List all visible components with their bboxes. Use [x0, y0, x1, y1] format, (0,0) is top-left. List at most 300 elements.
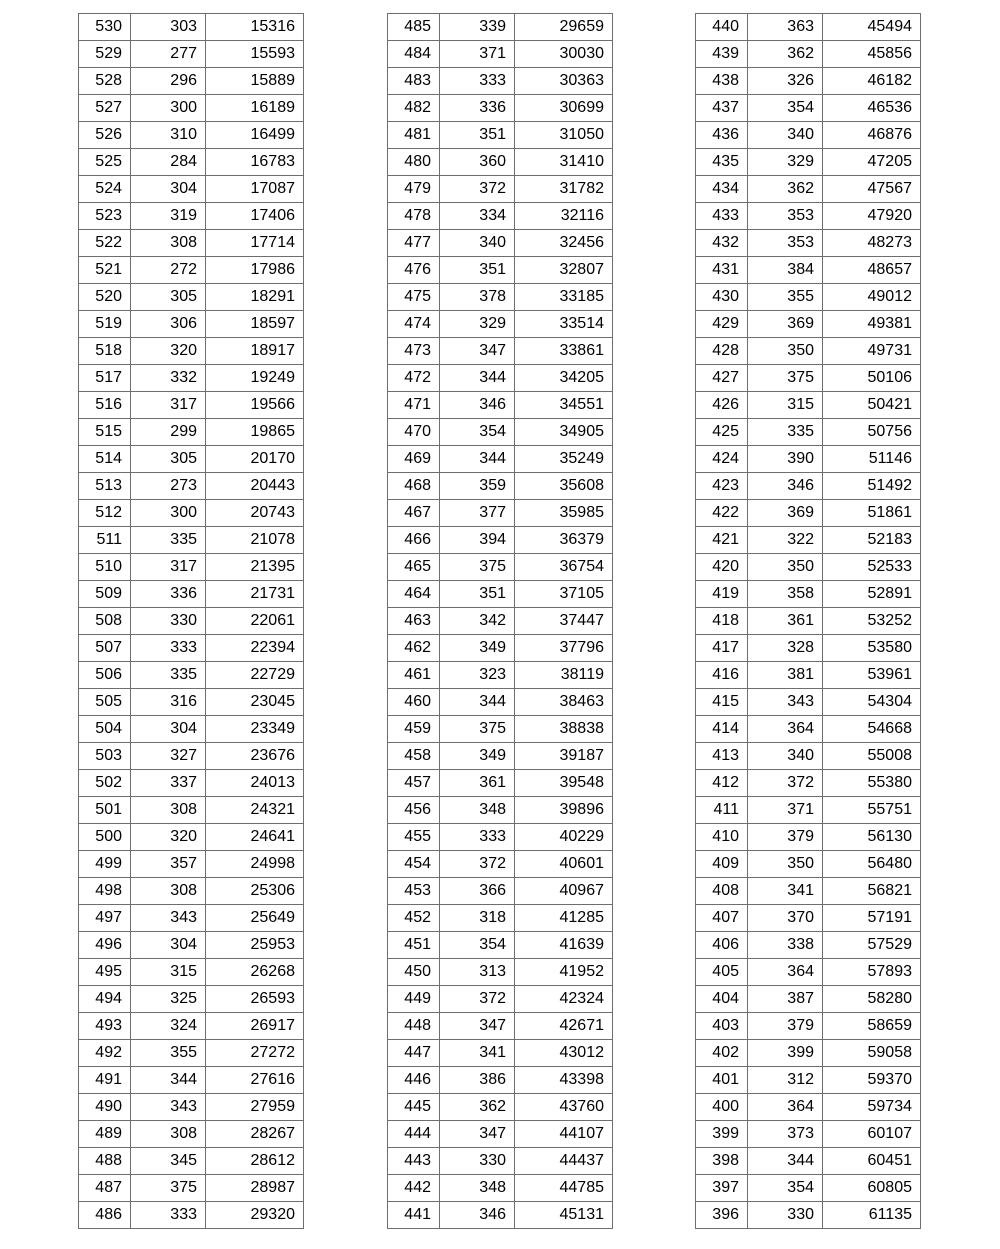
table-row — [696, 392, 921, 419]
cumulative-cell: 30030 — [515, 41, 613, 68]
table-row — [79, 338, 304, 365]
score-cell: 406 — [696, 932, 748, 959]
cumulative-cell: 28612 — [206, 1148, 304, 1175]
cumulative-cell: 21078 — [206, 527, 304, 554]
score-cell: 461 — [388, 662, 440, 689]
count-cell: 354 — [440, 932, 515, 959]
table-row — [79, 284, 304, 311]
score-cell: 439 — [696, 41, 748, 68]
table-row — [696, 14, 921, 41]
score-cell: 529 — [79, 41, 131, 68]
score-cell: 502 — [79, 770, 131, 797]
score-cell: 434 — [696, 176, 748, 203]
score-cell: 431 — [696, 257, 748, 284]
count-cell: 340 — [748, 122, 823, 149]
count-cell: 371 — [748, 797, 823, 824]
table-row — [388, 986, 613, 1013]
count-cell: 308 — [131, 878, 206, 905]
cumulative-cell: 60451 — [823, 1148, 921, 1175]
count-cell: 329 — [748, 149, 823, 176]
count-cell: 337 — [131, 770, 206, 797]
score-cell: 449 — [388, 986, 440, 1013]
count-cell: 344 — [440, 365, 515, 392]
cumulative-cell: 21395 — [206, 554, 304, 581]
table-row — [388, 122, 613, 149]
count-cell: 371 — [440, 41, 515, 68]
score-cell: 501 — [79, 797, 131, 824]
score-cell: 447 — [388, 1040, 440, 1067]
score-cell: 458 — [388, 743, 440, 770]
cumulative-cell: 27959 — [206, 1094, 304, 1121]
score-cell: 525 — [79, 149, 131, 176]
table-row — [696, 986, 921, 1013]
count-cell: 323 — [440, 662, 515, 689]
count-cell: 361 — [748, 608, 823, 635]
count-cell: 375 — [440, 716, 515, 743]
count-cell: 328 — [748, 635, 823, 662]
table-row — [79, 824, 304, 851]
count-cell: 330 — [131, 608, 206, 635]
count-cell: 372 — [440, 851, 515, 878]
cumulative-cell: 34905 — [515, 419, 613, 446]
cumulative-cell: 56130 — [823, 824, 921, 851]
table-row — [388, 149, 613, 176]
count-cell: 370 — [748, 905, 823, 932]
score-cell: 400 — [696, 1094, 748, 1121]
count-cell: 334 — [440, 203, 515, 230]
score-cell: 415 — [696, 689, 748, 716]
score-cell: 476 — [388, 257, 440, 284]
count-cell: 308 — [131, 1121, 206, 1148]
count-cell: 344 — [131, 1067, 206, 1094]
score-cell: 464 — [388, 581, 440, 608]
table-row — [388, 581, 613, 608]
score-cell: 420 — [696, 554, 748, 581]
table-row — [696, 770, 921, 797]
count-cell: 372 — [440, 176, 515, 203]
count-cell: 362 — [748, 176, 823, 203]
count-cell: 346 — [440, 1202, 515, 1229]
cumulative-cell: 30363 — [515, 68, 613, 95]
table-row — [388, 1067, 613, 1094]
table-row — [696, 1202, 921, 1229]
table-row — [79, 1067, 304, 1094]
count-cell: 273 — [131, 473, 206, 500]
cumulative-cell: 46876 — [823, 122, 921, 149]
count-cell: 296 — [131, 68, 206, 95]
count-cell: 329 — [440, 311, 515, 338]
score-cell: 486 — [79, 1202, 131, 1229]
cumulative-cell: 53961 — [823, 662, 921, 689]
table-row — [79, 527, 304, 554]
score-cell: 467 — [388, 500, 440, 527]
count-cell: 354 — [440, 419, 515, 446]
count-cell: 339 — [440, 14, 515, 41]
score-cell: 492 — [79, 1040, 131, 1067]
count-cell: 350 — [748, 554, 823, 581]
cumulative-cell: 36754 — [515, 554, 613, 581]
table-row — [696, 824, 921, 851]
cumulative-cell: 48273 — [823, 230, 921, 257]
cumulative-cell: 19249 — [206, 365, 304, 392]
table-row — [388, 311, 613, 338]
cumulative-cell: 35985 — [515, 500, 613, 527]
count-cell: 351 — [440, 122, 515, 149]
table-row — [79, 581, 304, 608]
score-cell: 487 — [79, 1175, 131, 1202]
count-cell: 394 — [440, 527, 515, 554]
cumulative-cell: 47567 — [823, 176, 921, 203]
table-row — [79, 689, 304, 716]
table-row — [696, 527, 921, 554]
count-cell: 348 — [440, 797, 515, 824]
score-cell: 522 — [79, 230, 131, 257]
score-cell: 506 — [79, 662, 131, 689]
score-cell: 463 — [388, 608, 440, 635]
cumulative-cell: 51146 — [823, 446, 921, 473]
score-cell: 437 — [696, 95, 748, 122]
cumulative-cell: 54668 — [823, 716, 921, 743]
count-cell: 306 — [131, 311, 206, 338]
table-row — [696, 68, 921, 95]
score-cell: 446 — [388, 1067, 440, 1094]
score-cell: 409 — [696, 851, 748, 878]
cumulative-cell: 26593 — [206, 986, 304, 1013]
table-row — [388, 203, 613, 230]
count-cell: 330 — [440, 1148, 515, 1175]
cumulative-cell: 57191 — [823, 905, 921, 932]
count-cell: 344 — [748, 1148, 823, 1175]
count-cell: 369 — [748, 311, 823, 338]
table-row — [696, 1148, 921, 1175]
count-cell: 377 — [440, 500, 515, 527]
count-cell: 362 — [440, 1094, 515, 1121]
table-row — [696, 743, 921, 770]
score-cell: 399 — [696, 1121, 748, 1148]
table-row — [388, 419, 613, 446]
cumulative-cell: 37796 — [515, 635, 613, 662]
count-cell: 354 — [748, 1175, 823, 1202]
score-cell: 515 — [79, 419, 131, 446]
table-row — [388, 392, 613, 419]
score-cell: 414 — [696, 716, 748, 743]
cumulative-cell: 15593 — [206, 41, 304, 68]
count-cell: 319 — [131, 203, 206, 230]
count-cell: 317 — [131, 392, 206, 419]
table-row — [79, 95, 304, 122]
score-cell: 421 — [696, 527, 748, 554]
table-row — [388, 608, 613, 635]
table-row — [79, 1121, 304, 1148]
table-row — [696, 230, 921, 257]
count-cell: 362 — [748, 41, 823, 68]
count-cell: 373 — [748, 1121, 823, 1148]
cumulative-cell: 22061 — [206, 608, 304, 635]
table-row — [79, 392, 304, 419]
score-cell: 455 — [388, 824, 440, 851]
score-cell: 454 — [388, 851, 440, 878]
table-row — [696, 1040, 921, 1067]
count-cell: 351 — [440, 581, 515, 608]
table-row — [79, 878, 304, 905]
table-row — [79, 122, 304, 149]
score-cell: 483 — [388, 68, 440, 95]
table-row — [696, 959, 921, 986]
table-row — [696, 41, 921, 68]
table-row — [388, 176, 613, 203]
score-cell: 514 — [79, 446, 131, 473]
count-cell: 335 — [131, 662, 206, 689]
table-row — [388, 1148, 613, 1175]
table-row — [79, 203, 304, 230]
cumulative-cell: 57893 — [823, 959, 921, 986]
count-cell: 341 — [748, 878, 823, 905]
table-row — [79, 176, 304, 203]
cumulative-cell: 18917 — [206, 338, 304, 365]
table-row — [388, 770, 613, 797]
score-cell: 526 — [79, 122, 131, 149]
cumulative-cell: 25306 — [206, 878, 304, 905]
cumulative-cell: 51492 — [823, 473, 921, 500]
cumulative-cell: 20443 — [206, 473, 304, 500]
score-cell: 496 — [79, 932, 131, 959]
cumulative-cell: 41285 — [515, 905, 613, 932]
table-row — [696, 1013, 921, 1040]
table-row — [79, 1013, 304, 1040]
count-cell: 304 — [131, 932, 206, 959]
score-cell: 475 — [388, 284, 440, 311]
score-cell: 424 — [696, 446, 748, 473]
table-row — [388, 554, 613, 581]
table-row — [696, 311, 921, 338]
table-row — [79, 311, 304, 338]
cumulative-cell: 24998 — [206, 851, 304, 878]
score-cell: 407 — [696, 905, 748, 932]
cumulative-cell: 26917 — [206, 1013, 304, 1040]
cumulative-cell: 28267 — [206, 1121, 304, 1148]
count-cell: 341 — [440, 1040, 515, 1067]
score-cell: 469 — [388, 446, 440, 473]
score-cell: 524 — [79, 176, 131, 203]
table-row — [388, 878, 613, 905]
cumulative-cell: 34205 — [515, 365, 613, 392]
cumulative-cell: 33185 — [515, 284, 613, 311]
count-cell: 315 — [131, 959, 206, 986]
count-cell: 372 — [748, 770, 823, 797]
cumulative-cell: 44785 — [515, 1175, 613, 1202]
score-cell: 503 — [79, 743, 131, 770]
table-row — [79, 365, 304, 392]
table-row — [696, 446, 921, 473]
cumulative-cell: 16499 — [206, 122, 304, 149]
score-cell: 472 — [388, 365, 440, 392]
cumulative-cell: 26268 — [206, 959, 304, 986]
count-cell: 300 — [131, 500, 206, 527]
cumulative-cell: 59370 — [823, 1067, 921, 1094]
count-cell: 330 — [748, 1202, 823, 1229]
table-row — [696, 500, 921, 527]
cumulative-cell: 58659 — [823, 1013, 921, 1040]
score-cell: 417 — [696, 635, 748, 662]
cumulative-cell: 35608 — [515, 473, 613, 500]
table-row — [388, 446, 613, 473]
score-cell: 413 — [696, 743, 748, 770]
table-row — [388, 257, 613, 284]
cumulative-cell: 25649 — [206, 905, 304, 932]
cumulative-cell: 18597 — [206, 311, 304, 338]
cumulative-cell: 23676 — [206, 743, 304, 770]
table-row — [696, 1121, 921, 1148]
cumulative-cell: 31050 — [515, 122, 613, 149]
cumulative-cell: 37447 — [515, 608, 613, 635]
count-cell: 384 — [748, 257, 823, 284]
count-cell: 375 — [131, 1175, 206, 1202]
count-cell: 340 — [440, 230, 515, 257]
score-cell: 448 — [388, 1013, 440, 1040]
score-cell: 511 — [79, 527, 131, 554]
cumulative-cell: 39187 — [515, 743, 613, 770]
table-row — [388, 851, 613, 878]
cumulative-cell: 32456 — [515, 230, 613, 257]
count-cell: 336 — [131, 581, 206, 608]
count-cell: 320 — [131, 338, 206, 365]
count-cell: 324 — [131, 1013, 206, 1040]
count-cell: 386 — [440, 1067, 515, 1094]
score-cell: 507 — [79, 635, 131, 662]
count-cell: 357 — [131, 851, 206, 878]
score-cell: 498 — [79, 878, 131, 905]
cumulative-cell: 48657 — [823, 257, 921, 284]
cumulative-cell: 53580 — [823, 635, 921, 662]
score-cell: 470 — [388, 419, 440, 446]
count-cell: 349 — [440, 743, 515, 770]
table-row — [388, 797, 613, 824]
table-row — [696, 554, 921, 581]
score-table-1 — [78, 13, 304, 1229]
count-cell: 360 — [440, 149, 515, 176]
table-row — [696, 608, 921, 635]
cumulative-cell: 22394 — [206, 635, 304, 662]
table-row — [696, 797, 921, 824]
count-cell: 343 — [131, 1094, 206, 1121]
score-cell: 405 — [696, 959, 748, 986]
cumulative-cell: 33514 — [515, 311, 613, 338]
cumulative-cell: 40229 — [515, 824, 613, 851]
cumulative-cell: 29659 — [515, 14, 613, 41]
score-cell: 403 — [696, 1013, 748, 1040]
count-cell: 379 — [748, 1013, 823, 1040]
cumulative-cell: 55751 — [823, 797, 921, 824]
count-cell: 315 — [748, 392, 823, 419]
score-cell: 401 — [696, 1067, 748, 1094]
count-cell: 342 — [440, 608, 515, 635]
score-cell: 485 — [388, 14, 440, 41]
cumulative-cell: 44437 — [515, 1148, 613, 1175]
table-row — [79, 500, 304, 527]
cumulative-cell: 24321 — [206, 797, 304, 824]
table-row — [79, 851, 304, 878]
cumulative-cell: 51861 — [823, 500, 921, 527]
cumulative-cell: 18291 — [206, 284, 304, 311]
table-row — [79, 986, 304, 1013]
cumulative-cell: 45494 — [823, 14, 921, 41]
score-cell: 517 — [79, 365, 131, 392]
count-cell: 322 — [748, 527, 823, 554]
table-row — [696, 473, 921, 500]
count-cell: 364 — [748, 716, 823, 743]
cumulative-cell: 23349 — [206, 716, 304, 743]
table-row — [388, 365, 613, 392]
count-cell: 366 — [440, 878, 515, 905]
cumulative-cell: 32807 — [515, 257, 613, 284]
score-cell: 519 — [79, 311, 131, 338]
count-cell: 345 — [131, 1148, 206, 1175]
cumulative-cell: 17714 — [206, 230, 304, 257]
cumulative-cell: 38463 — [515, 689, 613, 716]
cumulative-cell: 46536 — [823, 95, 921, 122]
table-row — [388, 1013, 613, 1040]
score-cell: 494 — [79, 986, 131, 1013]
score-cell: 505 — [79, 689, 131, 716]
count-cell: 346 — [440, 392, 515, 419]
count-cell: 348 — [440, 1175, 515, 1202]
score-cell: 440 — [696, 14, 748, 41]
cumulative-cell: 46182 — [823, 68, 921, 95]
score-cell: 468 — [388, 473, 440, 500]
table-row — [79, 473, 304, 500]
cumulative-cell: 50421 — [823, 392, 921, 419]
cumulative-cell: 24013 — [206, 770, 304, 797]
table-row — [388, 473, 613, 500]
score-cell: 508 — [79, 608, 131, 635]
cumulative-cell: 31410 — [515, 149, 613, 176]
table-row — [388, 635, 613, 662]
cumulative-cell: 24641 — [206, 824, 304, 851]
cumulative-cell: 29320 — [206, 1202, 304, 1229]
score-cell: 428 — [696, 338, 748, 365]
score-cell: 460 — [388, 689, 440, 716]
count-cell: 350 — [748, 851, 823, 878]
score-cell: 490 — [79, 1094, 131, 1121]
cumulative-cell: 50756 — [823, 419, 921, 446]
count-cell: 351 — [440, 257, 515, 284]
count-cell: 354 — [748, 95, 823, 122]
table-row — [696, 932, 921, 959]
count-cell: 361 — [440, 770, 515, 797]
cumulative-cell: 53252 — [823, 608, 921, 635]
cumulative-cell: 40601 — [515, 851, 613, 878]
count-cell: 300 — [131, 95, 206, 122]
score-cell: 430 — [696, 284, 748, 311]
cumulative-cell: 43760 — [515, 1094, 613, 1121]
table-row — [79, 1148, 304, 1175]
count-cell: 308 — [131, 230, 206, 257]
count-cell: 347 — [440, 338, 515, 365]
score-cell: 452 — [388, 905, 440, 932]
cumulative-cell: 41952 — [515, 959, 613, 986]
table-row — [696, 635, 921, 662]
table-row — [388, 338, 613, 365]
cumulative-cell: 32116 — [515, 203, 613, 230]
count-cell: 326 — [748, 68, 823, 95]
table-row — [388, 527, 613, 554]
table-row — [388, 1121, 613, 1148]
score-cell: 419 — [696, 581, 748, 608]
table-row — [79, 446, 304, 473]
count-cell: 305 — [131, 446, 206, 473]
score-cell: 462 — [388, 635, 440, 662]
cumulative-cell: 39896 — [515, 797, 613, 824]
